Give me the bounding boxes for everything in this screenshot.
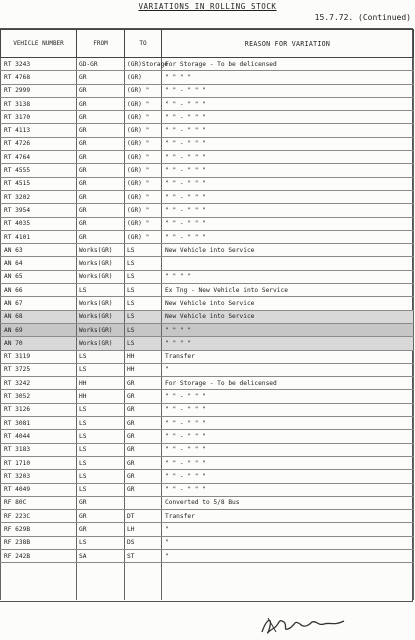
cell-reason: New Vehicle into Service — [162, 310, 414, 323]
table-row — [1, 204, 414, 217]
cell-reason: " " - " " " — [162, 217, 414, 230]
cell-to: (GR) " — [125, 84, 162, 97]
cell-reason: " " - " " " — [162, 177, 414, 190]
cell-vehicle: RF 80C — [1, 496, 77, 509]
empty-cell — [125, 563, 162, 576]
cell-to: (GR) " — [125, 97, 162, 110]
cell-vehicle: AN 67 — [1, 297, 77, 310]
table-row — [1, 350, 414, 363]
table-row — [1, 496, 414, 509]
cell-from: LS — [77, 403, 125, 416]
cell-reason: " " - " " " — [162, 111, 414, 124]
cell-reason: " " - " " " — [162, 97, 414, 110]
empty-cell — [162, 563, 414, 576]
table-row — [1, 430, 414, 443]
cell-vehicle: RT 4049 — [1, 483, 77, 496]
document-date: 15.7.72. (Continued) — [314, 13, 411, 22]
empty-cell — [125, 588, 162, 600]
cell-to: GR — [125, 377, 162, 390]
cell-reason: Transfer — [162, 510, 414, 523]
table-row — [1, 84, 414, 97]
table-row — [1, 244, 414, 257]
cell-vehicle: AN 70 — [1, 337, 77, 350]
cell-to: LS — [125, 337, 162, 350]
table-row — [1, 337, 414, 350]
cell-from: GR — [77, 84, 125, 97]
cell-from: Works(GR) — [77, 337, 125, 350]
cell-reason: For Storage - To be delicensed — [162, 58, 414, 71]
table-row — [1, 137, 414, 150]
empty-cell — [125, 576, 162, 588]
cell-to: HH — [125, 363, 162, 376]
cell-vehicle: RT 2999 — [1, 84, 77, 97]
cell-from: GR — [77, 217, 125, 230]
cell-vehicle: AN 64 — [1, 257, 77, 270]
table-row — [1, 456, 414, 469]
cell-reason: Transfer — [162, 350, 414, 363]
cell-vehicle: RT 4101 — [1, 230, 77, 243]
cell-to: LS — [125, 284, 162, 297]
cell-reason: " — [162, 523, 414, 536]
cell-reason: " " " " — [162, 323, 414, 336]
table-row — [1, 297, 414, 310]
table-row — [1, 151, 414, 164]
cell-from: LS — [77, 536, 125, 549]
cell-vehicle: AN 69 — [1, 323, 77, 336]
cell-vehicle: RT 3081 — [1, 417, 77, 430]
empty-cell — [162, 588, 414, 600]
cell-from: Works(GR) — [77, 323, 125, 336]
cell-to: (GR) " — [125, 137, 162, 150]
cell-vehicle: RF 629B — [1, 523, 77, 536]
column-header-vehicle: VEHICLE NUMBER — [1, 30, 77, 58]
cell-from: GR — [77, 111, 125, 124]
cell-vehicle: RT 3138 — [1, 97, 77, 110]
table-row — [1, 164, 414, 177]
cell-from: GR — [77, 164, 125, 177]
cell-from: HH — [77, 377, 125, 390]
cell-reason: " " - " " " — [162, 456, 414, 469]
table-row — [1, 510, 414, 523]
cell-to: LS — [125, 297, 162, 310]
empty-cell — [162, 576, 414, 588]
cell-to: (GR) " — [125, 151, 162, 164]
empty-row — [1, 576, 414, 588]
table-row — [1, 310, 414, 323]
cell-from: GR — [77, 71, 125, 84]
cell-reason: " " " " — [162, 71, 414, 84]
empty-row — [1, 563, 414, 576]
cell-reason: " " - " " " — [162, 124, 414, 137]
cell-from: SA — [77, 549, 125, 562]
cell-to: LS — [125, 323, 162, 336]
cell-to: (GR) " — [125, 124, 162, 137]
cell-to: GR — [125, 470, 162, 483]
cell-to: (GR)Storage — [125, 58, 162, 71]
cell-reason: " " " " — [162, 270, 414, 283]
cell-from: GR — [77, 230, 125, 243]
cell-from: GR — [77, 137, 125, 150]
cell-reason: " " - " " " — [162, 483, 414, 496]
cell-reason: " " - " " " — [162, 151, 414, 164]
cell-vehicle: RT 4764 — [1, 151, 77, 164]
table-row — [1, 284, 414, 297]
cell-reason: " " - " " " — [162, 443, 414, 456]
cell-vehicle: RT 3202 — [1, 190, 77, 203]
cell-to: GR — [125, 390, 162, 403]
cell-reason: Ex Tng - New Vehicle into Service — [162, 284, 414, 297]
cell-to — [125, 496, 162, 509]
cell-reason: " " - " " " — [162, 190, 414, 203]
cell-reason: For Storage - To be delicensed — [162, 377, 414, 390]
cell-to: GR — [125, 443, 162, 456]
table-row — [1, 257, 414, 270]
cell-vehicle: AN 63 — [1, 244, 77, 257]
cell-vehicle: RT 3725 — [1, 363, 77, 376]
cell-vehicle: RT 4044 — [1, 430, 77, 443]
cell-reason: " — [162, 363, 414, 376]
cell-vehicle: RT 1710 — [1, 456, 77, 469]
cell-reason: New Vehicle into Service — [162, 244, 414, 257]
cell-to: (GR) " — [125, 190, 162, 203]
cell-to: (GR) " — [125, 111, 162, 124]
cell-to: (GR) " — [125, 217, 162, 230]
cell-vehicle: RT 3052 — [1, 390, 77, 403]
empty-cell — [77, 576, 125, 588]
cell-reason: " — [162, 536, 414, 549]
cell-vehicle: RT 4768 — [1, 71, 77, 84]
cell-reason: " " - " " " — [162, 403, 414, 416]
table-row — [1, 390, 414, 403]
cell-to: LH — [125, 523, 162, 536]
cell-vehicle: AN 66 — [1, 284, 77, 297]
table-row — [1, 523, 414, 536]
cell-from: HH — [77, 390, 125, 403]
cell-from: LS — [77, 470, 125, 483]
table-header-row — [1, 30, 414, 58]
cell-vehicle: RT 3119 — [1, 350, 77, 363]
table-row — [1, 71, 414, 84]
cell-vehicle: RT 3954 — [1, 204, 77, 217]
cell-from: Works(GR) — [77, 244, 125, 257]
cell-to: (GR) — [125, 71, 162, 84]
rolling-stock-table-frame — [0, 28, 413, 602]
table-row — [1, 177, 414, 190]
table-row — [1, 323, 414, 336]
column-header-to: TO — [125, 30, 162, 58]
cell-vehicle: RT 4515 — [1, 177, 77, 190]
cell-vehicle: RT 3126 — [1, 403, 77, 416]
empty-cell — [1, 588, 77, 600]
cell-from: LS — [77, 430, 125, 443]
cell-vehicle: AN 68 — [1, 310, 77, 323]
cell-vehicle: RT 4113 — [1, 124, 77, 137]
cell-vehicle: RF 223C — [1, 510, 77, 523]
cell-from: LS — [77, 417, 125, 430]
cell-from: GR — [77, 190, 125, 203]
cell-vehicle: RT 4726 — [1, 137, 77, 150]
cell-to: (GR) " — [125, 177, 162, 190]
cell-from: GR — [77, 151, 125, 164]
cell-reason: " — [162, 549, 414, 562]
empty-cell — [1, 576, 77, 588]
cell-vehicle: RT 3170 — [1, 111, 77, 124]
cell-to: LS — [125, 310, 162, 323]
cell-from: Works(GR) — [77, 310, 125, 323]
empty-row — [1, 588, 414, 600]
table-row — [1, 124, 414, 137]
cell-to: GR — [125, 483, 162, 496]
handwritten-signature — [258, 612, 348, 636]
table-row — [1, 270, 414, 283]
cell-reason: " " - " " " — [162, 470, 414, 483]
cell-from: GR — [77, 97, 125, 110]
cell-reason: " " - " " " — [162, 417, 414, 430]
cell-from: LS — [77, 483, 125, 496]
table-row — [1, 417, 414, 430]
cell-vehicle: AN 65 — [1, 270, 77, 283]
cell-from: Works(GR) — [77, 297, 125, 310]
cell-reason: " " - " " " — [162, 84, 414, 97]
cell-reason: " " - " " " — [162, 204, 414, 217]
table-row — [1, 403, 414, 416]
cell-reason: " " - " " " — [162, 164, 414, 177]
cell-to: (GR) " — [125, 164, 162, 177]
cell-from: GR — [77, 496, 125, 509]
cell-to: GR — [125, 456, 162, 469]
cell-to: (GR) " — [125, 204, 162, 217]
cell-from: GR — [77, 177, 125, 190]
table-row — [1, 111, 414, 124]
table-row — [1, 536, 414, 549]
cell-from: Works(GR) — [77, 270, 125, 283]
cell-vehicle: RT 4555 — [1, 164, 77, 177]
rolling-stock-table — [0, 29, 414, 600]
empty-cell — [1, 563, 77, 576]
cell-from: LS — [77, 443, 125, 456]
table-row — [1, 230, 414, 243]
cell-to: LS — [125, 244, 162, 257]
cell-from: LS — [77, 284, 125, 297]
cell-from: LS — [77, 350, 125, 363]
table-row — [1, 549, 414, 562]
cell-reason: " " - " " " — [162, 230, 414, 243]
cell-from: LS — [77, 456, 125, 469]
cell-to: (GR) " — [125, 230, 162, 243]
table-row — [1, 363, 414, 376]
table-row — [1, 217, 414, 230]
cell-reason: " " - " " " — [162, 430, 414, 443]
cell-vehicle: RT 3203 — [1, 470, 77, 483]
table-row — [1, 377, 414, 390]
empty-cell — [77, 588, 125, 600]
cell-to: DS — [125, 536, 162, 549]
cell-to: HH — [125, 350, 162, 363]
table-row — [1, 483, 414, 496]
column-header-from: FROM — [77, 30, 125, 58]
cell-vehicle: RF 242B — [1, 549, 77, 562]
cell-from: GR — [77, 523, 125, 536]
cell-to: GR — [125, 430, 162, 443]
cell-reason: " " " " — [162, 337, 414, 350]
cell-vehicle: RT 3183 — [1, 443, 77, 456]
table-body — [1, 58, 414, 601]
table-row — [1, 443, 414, 456]
cell-reason: New Vehicle into Service — [162, 297, 414, 310]
cell-reason — [162, 257, 414, 270]
cell-to: LS — [125, 257, 162, 270]
cell-reason: Converted to 5/8 Bus — [162, 496, 414, 509]
cell-from: Works(GR) — [77, 257, 125, 270]
cell-reason: " " - " " " — [162, 390, 414, 403]
cell-from: GR — [77, 510, 125, 523]
table-row — [1, 190, 414, 203]
cell-to: DT — [125, 510, 162, 523]
table-row — [1, 58, 414, 71]
column-header-reason: REASON FOR VARIATION — [162, 30, 414, 58]
cell-vehicle: RT 4035 — [1, 217, 77, 230]
cell-to: LS — [125, 270, 162, 283]
cell-to: GR — [125, 417, 162, 430]
cell-from: GR — [77, 204, 125, 217]
cell-to: GR — [125, 403, 162, 416]
table-row — [1, 97, 414, 110]
cell-vehicle: RT 3242 — [1, 377, 77, 390]
cell-vehicle: RF 238B — [1, 536, 77, 549]
empty-cell — [77, 563, 125, 576]
cell-from: LS — [77, 363, 125, 376]
cell-reason: " " - " " " — [162, 137, 414, 150]
cell-from: GR — [77, 124, 125, 137]
cell-vehicle: RT 3243 — [1, 58, 77, 71]
table-row — [1, 470, 414, 483]
cell-to: ST — [125, 549, 162, 562]
document-title: VARIATIONS IN ROLLING STOCK — [138, 2, 277, 11]
cell-from: GD-GR — [77, 58, 125, 71]
